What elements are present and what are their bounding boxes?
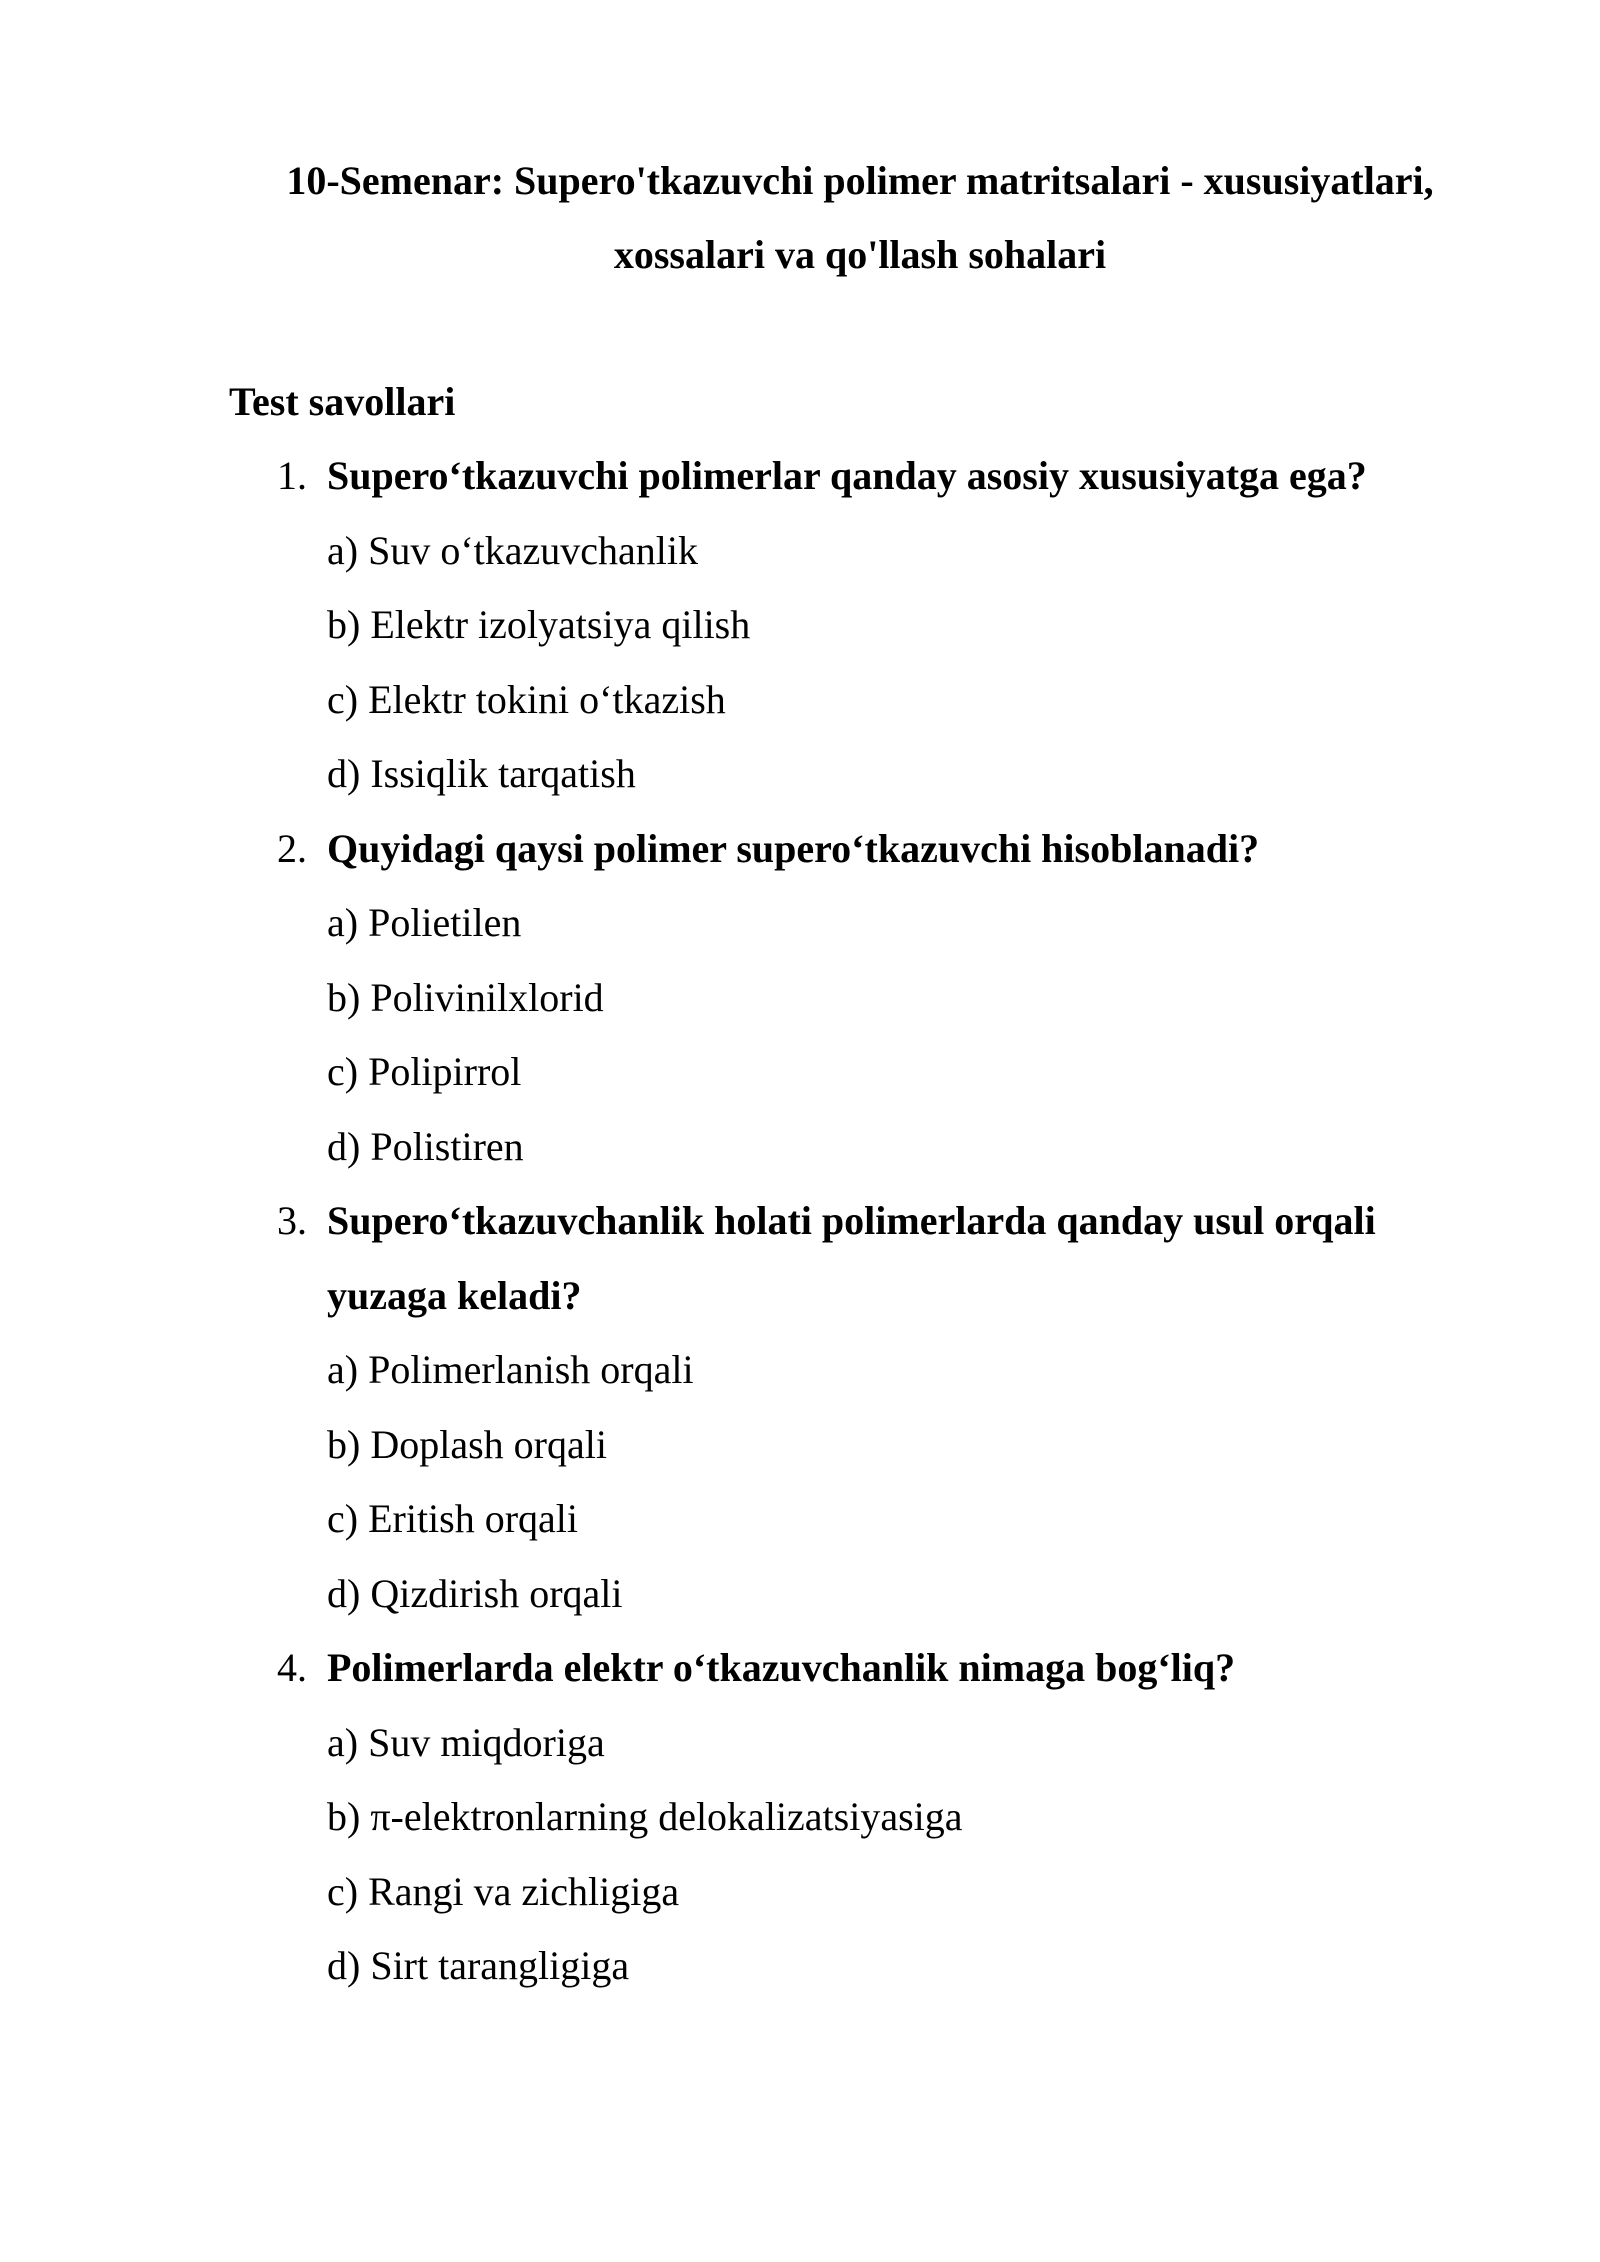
question-text: Quyidagi qaysi polimer supero‘tkazuvchi hisoblanadi? bbox=[327, 825, 1260, 871]
answer-option-4d bbox=[0, 1929, 1600, 2004]
question-1-line-1 bbox=[0, 439, 1600, 514]
answer-option-text: a) Suv o‘tkazuvchanlik bbox=[327, 527, 698, 573]
question-number: 2. bbox=[277, 825, 307, 871]
question-3-line-2 bbox=[0, 1259, 1600, 1334]
question-2-line-1 bbox=[0, 812, 1600, 887]
answer-option-1c bbox=[0, 663, 1600, 738]
answer-option-3a bbox=[0, 1333, 1600, 1408]
answer-option-4b bbox=[0, 1780, 1600, 1855]
question-item-3 bbox=[0, 1184, 1600, 1631]
question-text: Polimerlarda elektr o‘tkazuvchanlik nimaga bog‘liq? bbox=[327, 1645, 1236, 1690]
answer-option-text: b) Polivinilxlorid bbox=[327, 974, 604, 1020]
answer-option-4a bbox=[0, 1706, 1600, 1781]
answer-option-text: a) Polimerlanish orqali bbox=[327, 1347, 694, 1392]
answer-option-3c bbox=[0, 1482, 1600, 1557]
document-title-line-1: 10-Semenar: Supero'tkazuvchi polimer matritsalari - xususiyatlari, bbox=[286, 158, 1434, 203]
question-text: Supero‘tkazuvchanlik holati polimerlarda qanday usul orqali bbox=[327, 1198, 1376, 1243]
answer-option-2a bbox=[0, 886, 1600, 961]
question-3-line-1 bbox=[0, 1184, 1600, 1259]
answer-option-2d bbox=[0, 1110, 1600, 1185]
answer-option-text: c) Polipirrol bbox=[327, 1049, 522, 1094]
question-text-continued: yuzaga keladi? bbox=[327, 1272, 582, 1318]
question-4-line-1 bbox=[0, 1631, 1600, 1706]
answer-option-text: c) Elektr tokini o‘tkazish bbox=[327, 676, 726, 722]
answer-option-text: b) π-elektronlarning delokalizatsiyasiga bbox=[327, 1794, 963, 1839]
question-item-4 bbox=[0, 1631, 1600, 2004]
answer-option-3d bbox=[0, 1557, 1600, 1632]
question-text: Supero‘tkazuvchi polimerlar qanday asosiy xususiyatga ega? bbox=[327, 453, 1367, 498]
question-number: 1. bbox=[277, 453, 307, 498]
answer-option-text: c) Rangi va zichligiga bbox=[327, 1868, 680, 1914]
answer-option-text: d) Sirt tarangligiga bbox=[327, 1943, 630, 1988]
answer-option-1d bbox=[0, 737, 1600, 812]
section-heading: Test savollari bbox=[229, 379, 456, 424]
document-title-line-2: xossalari va qo'llash sohalari bbox=[613, 232, 1107, 277]
answer-option-text: a) Suv miqdoriga bbox=[327, 1719, 605, 1765]
answer-option-text: d) Polistiren bbox=[327, 1123, 524, 1169]
answer-option-text: c) Eritish orqali bbox=[327, 1496, 579, 1541]
answer-option-text: a) Polietilen bbox=[327, 900, 522, 945]
answer-option-text: d) Qizdirish orqali bbox=[327, 1570, 623, 1616]
answer-option-text: b) Doplash orqali bbox=[327, 1421, 607, 1467]
document-title bbox=[200, 144, 1520, 292]
answer-option-text: d) Issiqlik tarqatish bbox=[327, 751, 636, 796]
answer-option-1a bbox=[0, 514, 1600, 589]
question-list bbox=[0, 439, 1600, 2004]
answer-option-4c bbox=[0, 1855, 1600, 1930]
question-number: 3. bbox=[277, 1198, 307, 1243]
question-item-1 bbox=[0, 439, 1600, 812]
question-number: 4. bbox=[277, 1645, 307, 1690]
answer-option-2b bbox=[0, 961, 1600, 1036]
answer-option-1b bbox=[0, 588, 1600, 663]
answer-option-text: b) Elektr izolyatsiya qilish bbox=[327, 602, 751, 647]
answer-option-2c bbox=[0, 1035, 1600, 1110]
question-item-2 bbox=[0, 812, 1600, 1185]
answer-option-3b bbox=[0, 1408, 1600, 1483]
